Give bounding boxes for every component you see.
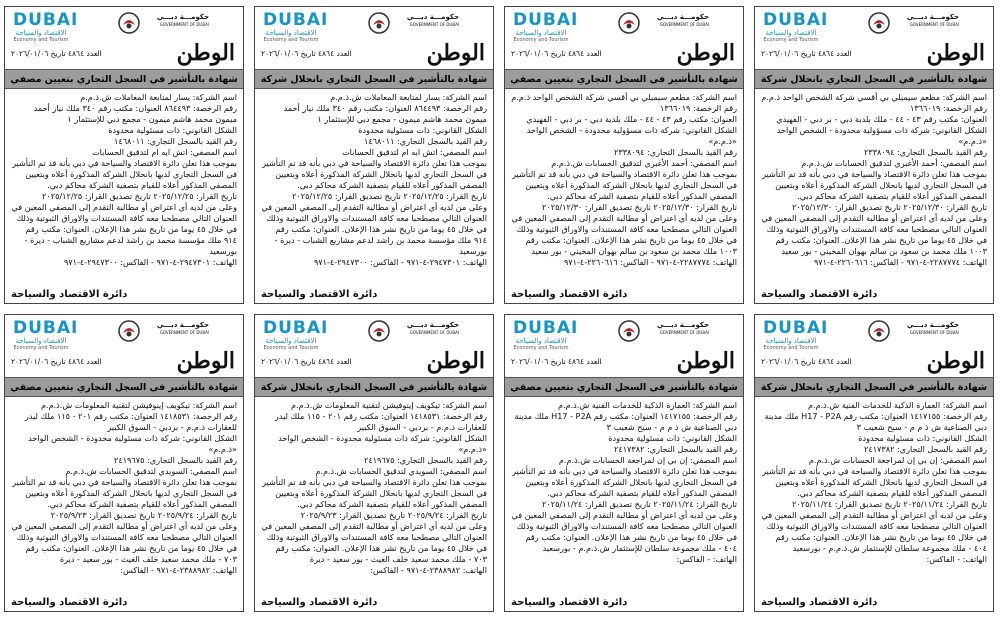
dept-arabic: الاقتصاد والسياحة xyxy=(515,337,567,345)
notice-line: اسم المصفي: اتش ايه ام لتدقيق الحسابات xyxy=(342,147,487,157)
dept-arabic: الاقتصاد والسياحة xyxy=(15,337,67,345)
notice-line: تاريخ القرار: ٢٠٢٥/١٢/٢٥ تاريخ تصديق القرار: ٢٠٢٥/١٢/٢٥ xyxy=(292,191,487,201)
dubai-economy-logo xyxy=(13,10,79,43)
notice-line: الهاتف: ٢٩٤٧٣٠١-٤-٩٧١ - الفاكس: ٢٩٤٧٣٠٠-٤-٩٧١ xyxy=(313,257,487,267)
notice-line: الهاتف: - الفاكس: xyxy=(676,554,737,564)
notice-line: رقم الرخصة: ١٣٦٦٠١٩ xyxy=(659,103,737,113)
gov-arabic: حكومـــة دبـــي xyxy=(156,13,209,21)
dubai-logo-word: DUBAI xyxy=(763,10,829,30)
notice-header xyxy=(505,315,743,377)
gov-text xyxy=(395,321,459,336)
notice-line: تاريخ القرار: ٢٠٢٥/٩/٢٤ تاريخ تصديق القرار: ٢٠٢٥/٩/٢٣ xyxy=(300,510,487,520)
notice-line: رقم الرخصة: ١٤١٨٥٣١ العنوان: مكتب رقم ٢٠١ - ١١٥ ملك ليدر للعقارات ذ.م.م - بردبي - السوق الكبير xyxy=(24,411,237,432)
notice-line: تاريخ القرار: ٢٠٢٥/٩/٢٤ تاريخ تصديق القرار: ٢٠٢٥/٩/٢٣ xyxy=(50,510,237,520)
gov-text xyxy=(645,13,709,28)
notice-line: الهاتف: ٢٩٤٧٣٠١-٤-٩٧١ - الفاكس: ٢٩٤٧٣٠٠-٤-٩٧١ xyxy=(63,257,237,267)
gov-text xyxy=(395,13,459,28)
dept-english: Economy and Tourism xyxy=(763,345,819,351)
notice-line: بموجب هذا تعلن دائرة الاقتصاد والسياحة في دبي بأنه قد تم التأشير في السجل التجاري لديها بانحلال الشركة المذكورة أعلاه وبتعيين المصفي المذكور أعلاه للقيام بتصفية الشركة محاكم دبي. xyxy=(512,466,737,498)
notice-line: بموجب هذا تعلن دائرة الاقتصاد والسياحة في دبي بأنه قد تم التأشير في السجل التجاري لديها بانحلال الشركة المذكورة أعلاه وبتعيين المصفي المذكور أعلاه للقيام بتصفية الشركة محاكم دبي. xyxy=(262,158,487,190)
gov-emblem-icon xyxy=(367,319,391,343)
notice-line: وعلى من لديه أي اعتراض أو مطالبة التقدم إلى المصفي المعين في العنوان التالي مصطحبا معه كافة المستندات والاوراق الثبوتية وذلك في خلال ٤٥ يوما من تاريخ نشر هذا الإعلان. العنوان: مكتب رقم ٩١٤ ملك مؤسسة محمد بن راشد لدعم مشاريع الشباب - ديرة - بورسعيد xyxy=(11,202,237,256)
notice-body xyxy=(755,397,993,591)
dept-english: Economy and Tourism xyxy=(763,37,819,43)
notice-line: رقم الرخصة: ١٤١٧١٥٥ العنوان: مكتب رقم H17 - P2A ملك مدينة دبي الصناعية ش ذ م م - سيح شعيب ٣ xyxy=(764,411,987,432)
issue-line: العدد ٤٨٦٤ تاريخ ٢٠٢٦/٠١/٠٦ xyxy=(11,49,102,58)
notice-line: تاريخ القرار: ٢٠٢٥/١٢/٣٠ تاريخ تصديق القرار: ٢٠٢٥/١٢/٣٠ xyxy=(792,202,987,212)
notice-line: اسم المصفي: اتش ايه ام لتدقيق الحسابات xyxy=(92,147,237,157)
dept-english: Economy and Tourism xyxy=(13,37,69,43)
notice-line: بموجب هذا تعلن دائرة الاقتصاد والسياحة في دبي بأنه قد تم التأشير في السجل التجاري لديها بانحلال الشركة المذكورة أعلاه وبتعيين المصفي المذكور أعلاه للقيام بتصفية الشركة محاكم دبي. xyxy=(12,158,237,190)
dubai-logo-word: DUBAI xyxy=(513,10,579,30)
gov-english: GOVERNMENT OF DUBAI xyxy=(659,330,709,335)
dubai-logo-word: DUBAI xyxy=(263,10,329,30)
notice-line: العنوان: مكتب رقم ٤٣ - ٤٤ - ملك بلدية دبي - بر دبي - الفهيدي xyxy=(776,114,987,124)
notice-line: اسم الشركة: مطعم سيميلي بي أقسي شركة الشخص الواحد ذ.م.م xyxy=(511,92,737,102)
notice-line: وعلى من لديه أي اعتراض أو مطالبة التقدم إلى المصفي المعين في العنوان التالي مصطحبا معه كافة المستندات والاوراق الثبوتية وذلك في خلال ٤٥ يوما من تاريخ نشر هذا الإعلان. العنوان: مكتب رقم ٩١٤ ملك مؤسسة محمد بن راشد لدعم مشاريع الشباب - ديرة - بورسعيد xyxy=(261,202,487,256)
notice-card xyxy=(4,6,244,304)
gov-english: GOVERNMENT OF DUBAI xyxy=(909,330,959,335)
notice-line: بموجب هذا تعلن دائرة الاقتصاد والسياحة في دبي بأنه قد تم التأشير في السجل التجاري لديها بانحلال الشركة المذكورة أعلاه وبتعيين المصفي المذكور أعلاه للقيام بتصفية الشركة محاكم دبي. xyxy=(512,169,737,201)
notice-line: بموجب هذا تعلن دائرة الاقتصاد والسياحة في دبي بأنه قد تم التأشير في السجل التجاري لديها بانحلال الشركة المذكورة أعلاه وبتعيين المصفي المذكور أعلاه للقيام بتصفية الشركة محاكم دبي. xyxy=(262,477,487,509)
paper-name: الوطن xyxy=(926,40,985,66)
notice-line: تاريخ القرار: ٢٠٢٥/١٢/٣٠ تاريخ تصديق القرار: ٢٠٢٥/١٢/٣٠ xyxy=(542,202,737,212)
issue-line: العدد ٤٨٦٤ تاريخ ٢٠٢٦/٠١/٠٦ xyxy=(261,357,352,366)
dubai-economy-logo xyxy=(13,318,79,351)
notice-body xyxy=(255,89,493,283)
notice-line: رقم الرخصة: ١٤١٨٥٣١ العنوان: مكتب رقم ٢٠١ - ١١٥ ملك ليدر للعقارات ذ.م.م - بردبي - السوق الكبير xyxy=(274,411,487,432)
gov-text xyxy=(895,13,959,28)
notice-line: اسم المصفي: السويدي لتدقيق الحسابات ش.ذ.م.م xyxy=(65,466,237,476)
gov-text xyxy=(145,13,209,28)
dept-arabic: الاقتصاد والسياحة xyxy=(765,337,817,345)
gov-text xyxy=(145,321,209,336)
notice-line: الهاتف: ٢٣٨٨٩٨٢-٤-٩٧١ - الفاكس: xyxy=(370,565,487,575)
notice-line: الشكل القانوني: ذات مسئولية محدودة xyxy=(108,125,237,135)
notice-line: اسم الشركة: يسار لمتابعة المعاملات ش.ذ.م.م xyxy=(330,92,487,102)
notice-card xyxy=(4,314,244,612)
issue-line: العدد ٤٨٦٤ تاريخ ٢٠٢٦/٠١/٠٦ xyxy=(261,49,352,58)
paper-name: الوطن xyxy=(176,348,235,374)
dept-english: Economy and Tourism xyxy=(263,345,319,351)
notice-line: اسم المصفي: أحمد الأغبري لتدقيق الحسابات ش.ذ.م.م xyxy=(801,158,987,168)
notice-card xyxy=(254,314,494,612)
notice-line: الهاتف: - الفاكس: xyxy=(926,554,987,564)
notice-headline: شهادة بالتأشير في السجل التجاري بانحلال شركة xyxy=(255,377,493,397)
dubai-logo-word: DUBAI xyxy=(13,318,79,338)
notice-line: رقم القيد بالسجل التجاري: ٢٤١٧٣٨٢ xyxy=(614,444,737,454)
notice-body xyxy=(505,89,743,283)
dubai-logo-word: DUBAI xyxy=(513,318,579,338)
notice-footer: دائرة الاقتصاد والسياحة xyxy=(261,289,378,300)
notice-header xyxy=(505,7,743,69)
notice-line: الهاتف: ٢٢٨٧٧٧٤-٤-٩٧١ - الفاكس: ٢٢٦٠٦١٦-٤-٩٧١ xyxy=(563,257,737,267)
notice-line: الشكل القانوني: ذات مسئولية محدودة xyxy=(858,433,987,443)
notice-body xyxy=(505,397,743,591)
paper-name: الوطن xyxy=(676,348,735,374)
notice-line: الشكل القانوني: شركة ذات مسؤولية محدودة - الشخص الواحد «ذ.م.م» xyxy=(526,125,737,146)
paper-name: الوطن xyxy=(926,348,985,374)
notice-line: العنوان: مكتب رقم ٤٣ - ٤٤ - ملك بلدية دبي - بر دبي - الفهيدي xyxy=(526,114,737,124)
notice-line: بموجب هذا تعلن دائرة الاقتصاد والسياحة في دبي بأنه قد تم التأشير في السجل التجاري لديها بانحلال الشركة المذكورة أعلاه وبتعيين المصفي المذكور أعلاه للقيام بتصفية الشركة محاكم دبي. xyxy=(762,169,987,201)
notice-body xyxy=(255,397,493,591)
notice-line: رقم الرخصة: ١٤١٧١٥٥ العنوان: مكتب رقم H17 - P2A ملك مدينة دبي الصناعية ش ذ م م - سيح شعيب ٣ xyxy=(514,411,737,432)
dubai-economy-logo xyxy=(513,318,579,351)
gov-english: GOVERNMENT OF DUBAI xyxy=(159,330,209,335)
gov-arabic: حكومـــة دبـــي xyxy=(656,13,709,21)
notice-line: تاريخ القرار: ٢٠٢٥/١١/٢٤ تاريخ تصديق القرار: ٢٠٢٥/١١/٢٤ xyxy=(792,499,987,509)
dubai-economy-logo xyxy=(763,10,829,43)
notice-line: اسم المصفي: إن بي إن لمراجعة الحسابات ش.ذ.م.م xyxy=(558,455,737,465)
notice-footer: دائرة الاقتصاد والسياحة xyxy=(261,597,378,608)
dept-english: Economy and Tourism xyxy=(263,37,319,43)
dubai-economy-logo xyxy=(263,10,329,43)
gov-emblem-icon xyxy=(617,11,641,35)
notice-line: اسم الشركة: يسار لمتابعة المعاملات ش.ذ.م.م xyxy=(80,92,237,102)
gov-text xyxy=(895,321,959,336)
notice-line: وعلى من لديه أي اعتراض أو مطالبة التقدم إلى المصفي المعين في العنوان التالي مصطحبا معه كافة المستندات والاوراق الثبوتية وذلك في خلال ٤٥ يوما من تاريخ نشر هذا الإعلان. العنوان: مكتب رقم ٤٠٤ - ملك مجموعة سلطان للإستثمار ش.ذ.م.م - بورسعيد xyxy=(761,510,987,553)
notice-headline: شهادة بالتأشير في السجل التجاري بتعيين مصفي xyxy=(505,377,743,397)
dept-arabic: الاقتصاد والسياحة xyxy=(265,29,317,37)
gov-arabic: حكومـــة دبـــي xyxy=(156,321,209,329)
notice-line: بموجب هذا تعلن دائرة الاقتصاد والسياحة في دبي بأنه قد تم التأشير في السجل التجاري لديها بانحلال الشركة المذكورة أعلاه وبتعيين المصفي المذكور أعلاه للقيام بتصفية الشركة محاكم دبي. xyxy=(12,477,237,509)
notice-line: رقم القيد بالسجل التجاري: ١٤٦٨٠١١ xyxy=(364,136,487,146)
notice-body xyxy=(755,89,993,283)
notice-header xyxy=(255,315,493,377)
notice-line: الشكل القانوني: شركة ذات مسئولية محدودة - الشخص الواحد «ذ.م.م» xyxy=(278,433,487,454)
notice-line: الشكل القانوني: ذات مسئولية محدودة xyxy=(358,125,487,135)
paper-name: الوطن xyxy=(426,40,485,66)
notice-card xyxy=(754,314,994,612)
issue-line: العدد ٤٨٦٤ تاريخ ٢٠٢٦/٠١/٠٦ xyxy=(511,49,602,58)
notice-line: تاريخ القرار: ٢٠٢٥/١١/٢٤ تاريخ تصديق القرار: ٢٠٢٥/١١/٢٤ xyxy=(542,499,737,509)
notice-footer: دائرة الاقتصاد والسياحة xyxy=(761,597,878,608)
notice-line: الشكل القانوني: شركة ذات مسئولية محدودة - الشخص الواحد «ذ.م.م» xyxy=(28,433,237,454)
dept-english: Economy and Tourism xyxy=(513,37,569,43)
gov-arabic: حكومـــة دبـــي xyxy=(906,321,959,329)
dubai-logo-word: DUBAI xyxy=(263,318,329,338)
dubai-economy-logo xyxy=(263,318,329,351)
notice-body xyxy=(5,397,243,591)
notice-line: رقم الرخصة: ٨٦٤٤٩٣ العنوان: مكتب رقم ٣٤٠ ملك نياز أحمد ميمون محمد هاشم ميمون - مجمع دبي للإستثمار ١ xyxy=(283,103,487,124)
notice-headline: شهادة بالتأشير في السجل التجاري بانحلال شركة xyxy=(255,69,493,89)
notice-line: رقم الرخصة: ٨٦٤٤٩٣ العنوان: مكتب رقم ٣٤٠ ملك نياز أحمد ميمون محمد هاشم ميمون - مجمع دبي للإستثمار ١ xyxy=(33,103,237,124)
notice-line: رقم القيد بالسجل التجاري: ٢٤١٩٦٧٥ xyxy=(364,455,487,465)
notice-line: رقم الرخصة: ١٣٦٦٠١٩ xyxy=(909,103,987,113)
notice-line: اسم المصفي: السويدي لتدقيق الحسابات ش.ذ.م.م xyxy=(315,466,487,476)
issue-line: العدد ٤٨٦٤ تاريخ ٢٠٢٦/٠١/٠٦ xyxy=(511,357,602,366)
notice-header xyxy=(755,315,993,377)
notice-headline: شهادة بالتأشير في السجل التجاري بانحلال شركة xyxy=(755,69,993,89)
gov-arabic: حكومـــة دبـــي xyxy=(406,321,459,329)
issue-line: العدد ٤٨٦٤ تاريخ ٢٠٢٦/٠١/٠٦ xyxy=(11,357,102,366)
notice-line: رقم القيد بالسجل التجاري: ١٤٦٨٠١١ xyxy=(114,136,237,146)
notice-headline: شهادة بالتأشير في السجل التجاري بتعيين مصفي xyxy=(5,377,243,397)
notice-line: اسم الشركة: العمارة الذكية للخدمات الفنية ش.ذ.م.م xyxy=(808,400,987,410)
notice-line: اسم المصفي: أحمد الأغبري لتدقيق الحسابات ش.ذ.م.م xyxy=(551,158,737,168)
notice-card xyxy=(504,314,744,612)
gov-english: GOVERNMENT OF DUBAI xyxy=(409,22,459,27)
notice-line: تاريخ القرار: ٢٠٢٥/١٢/٢٥ تاريخ تصديق القرار: ٢٠٢٥/١٢/٢٥ xyxy=(42,191,237,201)
notice-card xyxy=(754,6,994,304)
notice-line: وعلى من لديه أي اعتراض أو مطالبة التقدم إلى المصفي المعين في العنوان التالي مصطحبا معه كافة المستندات والاوراق الثبوتية وذلك في خلال ٤٥ يوما من تاريخ نشر هذا الإعلان. العنوان: مكتب رقم ٧٠٣ - ملك محمد سعيد خلف الغيث - بور سعيد - ديرة xyxy=(261,521,487,564)
notice-line: اسم الشركة: تيكويف إينوفيشن لتقنية المعلومات ش.ذ.م.م xyxy=(40,400,237,410)
notice-body xyxy=(5,89,243,283)
notice-card xyxy=(504,6,744,304)
notice-line: اسم الشركة: مطعم سيميلي بي أقسي شركة الشخص الواحد ذ.م.م xyxy=(761,92,987,102)
gov-arabic: حكومـــة دبـــي xyxy=(656,321,709,329)
notice-line: الشكل القانوني: شركة ذات مسؤولية محدودة - الشخص الواحد «ذ.م.م» xyxy=(776,125,987,146)
notice-line: رقم القيد بالسجل التجاري: ٢٣٣٨٠٩٤ xyxy=(614,147,737,157)
gov-arabic: حكومـــة دبـــي xyxy=(406,13,459,21)
gov-emblem-icon xyxy=(867,319,891,343)
gov-arabic: حكومـــة دبـــي xyxy=(906,13,959,21)
notice-line: اسم الشركة: العمارة الذكية للخدمات الفنية ش.ذ.م.م xyxy=(558,400,737,410)
dept-arabic: الاقتصاد والسياحة xyxy=(765,29,817,37)
gov-english: GOVERNMENT OF DUBAI xyxy=(659,22,709,27)
notice-line: وعلى من لديه أي اعتراض أو مطالبة التقدم إلى المصفي المعين في العنوان التالي مصطحبا معه كافة المستندات والاوراق الثبوتية وذلك في خلال ٤٥ يوما من تاريخ نشر هذا الإعلان. العنوان: مكتب رقم ٧٠٣ - ملك محمد سعيد خلف الغيث - بور سعيد - ديرة xyxy=(11,521,237,564)
gov-emblem-icon xyxy=(117,319,141,343)
notice-headline: شهادة بالتأشير في السجل التجاري بتعيين مصفي xyxy=(505,69,743,89)
issue-line: العدد ٤٨٦٤ تاريخ ٢٠٢٦/٠١/٠٦ xyxy=(761,357,852,366)
notice-footer: دائرة الاقتصاد والسياحة xyxy=(511,597,628,608)
dept-arabic: الاقتصاد والسياحة xyxy=(515,29,567,37)
notice-line: رقم القيد بالسجل التجاري: ٢٣٣٨٠٩٤ xyxy=(864,147,987,157)
gov-text xyxy=(645,321,709,336)
gov-emblem-icon xyxy=(367,11,391,35)
notice-header xyxy=(255,7,493,69)
notice-card xyxy=(254,6,494,304)
paper-name: الوطن xyxy=(426,348,485,374)
issue-line: العدد ٤٨٦٤ تاريخ ٢٠٢٦/٠١/٠٦ xyxy=(761,49,852,58)
dept-english: Economy and Tourism xyxy=(13,345,69,351)
notice-headline: شهادة بالتأشير في السجل التجاري بتعيين مصفي xyxy=(5,69,243,89)
dubai-logo-word: DUBAI xyxy=(13,10,79,30)
notice-footer: دائرة الاقتصاد والسياحة xyxy=(11,289,128,300)
notice-line: رقم القيد بالسجل التجاري: ٢٤١٩٦٧٥ xyxy=(114,455,237,465)
paper-name: الوطن xyxy=(676,40,735,66)
gov-emblem-icon xyxy=(867,11,891,35)
notice-line: وعلى من لديه أي اعتراض أو مطالبة التقدم إلى المصفي المعين في العنوان التالي مصطحبا معه كافة المستندات والاوراق الثبوتية وذلك في خلال ٤٥ يوما من تاريخ نشر هذا الإعلان. العنوان: مكتب رقم ٤٠٤ - ملك مجموعة سلطان للإستثمار ش.ذ.م.م - بورسعيد xyxy=(511,510,737,553)
dept-arabic: الاقتصاد والسياحة xyxy=(265,337,317,345)
gov-english: GOVERNMENT OF DUBAI xyxy=(159,22,209,27)
notice-line: وعلى من لديه أي اعتراض أو مطالبة التقدم إلى المصفي المعين في العنوان التالي مصطحبا معه كافة المستندات والاوراق الثبوتية وذلك في خلال ٤٥ يوما من تاريخ نشر هذا الإعلان. العنوان: مكتب رقم ١٠٠٣ ملك محمد بن سعود بن سالم بهوان المخيني - بور سعيد xyxy=(761,213,987,256)
dubai-logo-word: DUBAI xyxy=(763,318,829,338)
gov-emblem-icon xyxy=(117,11,141,35)
gov-english: GOVERNMENT OF DUBAI xyxy=(909,22,959,27)
notice-line: اسم المصفي: إن بي إن لمراجعة الحسابات ش.ذ.م.م xyxy=(808,455,987,465)
dept-english: Economy and Tourism xyxy=(513,345,569,351)
paper-name: الوطن xyxy=(176,40,235,66)
notice-line: وعلى من لديه أي اعتراض أو مطالبة التقدم إلى المصفي المعين في العنوان التالي مصطحبا معه كافة المستندات والاوراق الثبوتية وذلك في خلال ٤٥ يوما من تاريخ نشر هذا الإعلان. العنوان: مكتب رقم ١٠٠٣ ملك محمد بن سعود بن سالم بهوان المخيني - بور سعيد xyxy=(511,213,737,256)
notice-line: الهاتف: ٢٢٨٧٧٧٤-٤-٩٧١ - الفاكس: ٢٢٦٠٦١٦-٤-٩٧١ xyxy=(813,257,987,267)
notice-footer: دائرة الاقتصاد والسياحة xyxy=(11,597,128,608)
notice-header xyxy=(5,7,243,69)
notice-header xyxy=(755,7,993,69)
dept-arabic: الاقتصاد والسياحة xyxy=(15,29,67,37)
notice-headline: شهادة بالتأشير في السجل التجاري بانحلال شركة xyxy=(755,377,993,397)
dubai-economy-logo xyxy=(763,318,829,351)
notice-line: رقم القيد بالسجل التجاري: ٢٤١٧٣٨٢ xyxy=(864,444,987,454)
notice-footer: دائرة الاقتصاد والسياحة xyxy=(761,289,878,300)
notice-footer: دائرة الاقتصاد والسياحة xyxy=(511,289,628,300)
dubai-economy-logo xyxy=(513,10,579,43)
notice-line: الهاتف: ٢٣٨٨٩٨٢-٤-٩٧١ - الفاكس: xyxy=(120,565,237,575)
notice-line: بموجب هذا تعلن دائرة الاقتصاد والسياحة في دبي بأنه قد تم التأشير في السجل التجاري لديها بانحلال الشركة المذكورة أعلاه وبتعيين المصفي المذكور أعلاه للقيام بتصفية الشركة محاكم دبي. xyxy=(762,466,987,498)
gov-emblem-icon xyxy=(617,319,641,343)
gov-english: GOVERNMENT OF DUBAI xyxy=(409,330,459,335)
notice-line: الشكل القانوني: ذات مسئولية محدودة xyxy=(608,433,737,443)
notice-line: اسم الشركة: تيكويف إينوفيشن لتقنية المعلومات ش.ذ.م.م xyxy=(290,400,487,410)
notice-header xyxy=(5,315,243,377)
